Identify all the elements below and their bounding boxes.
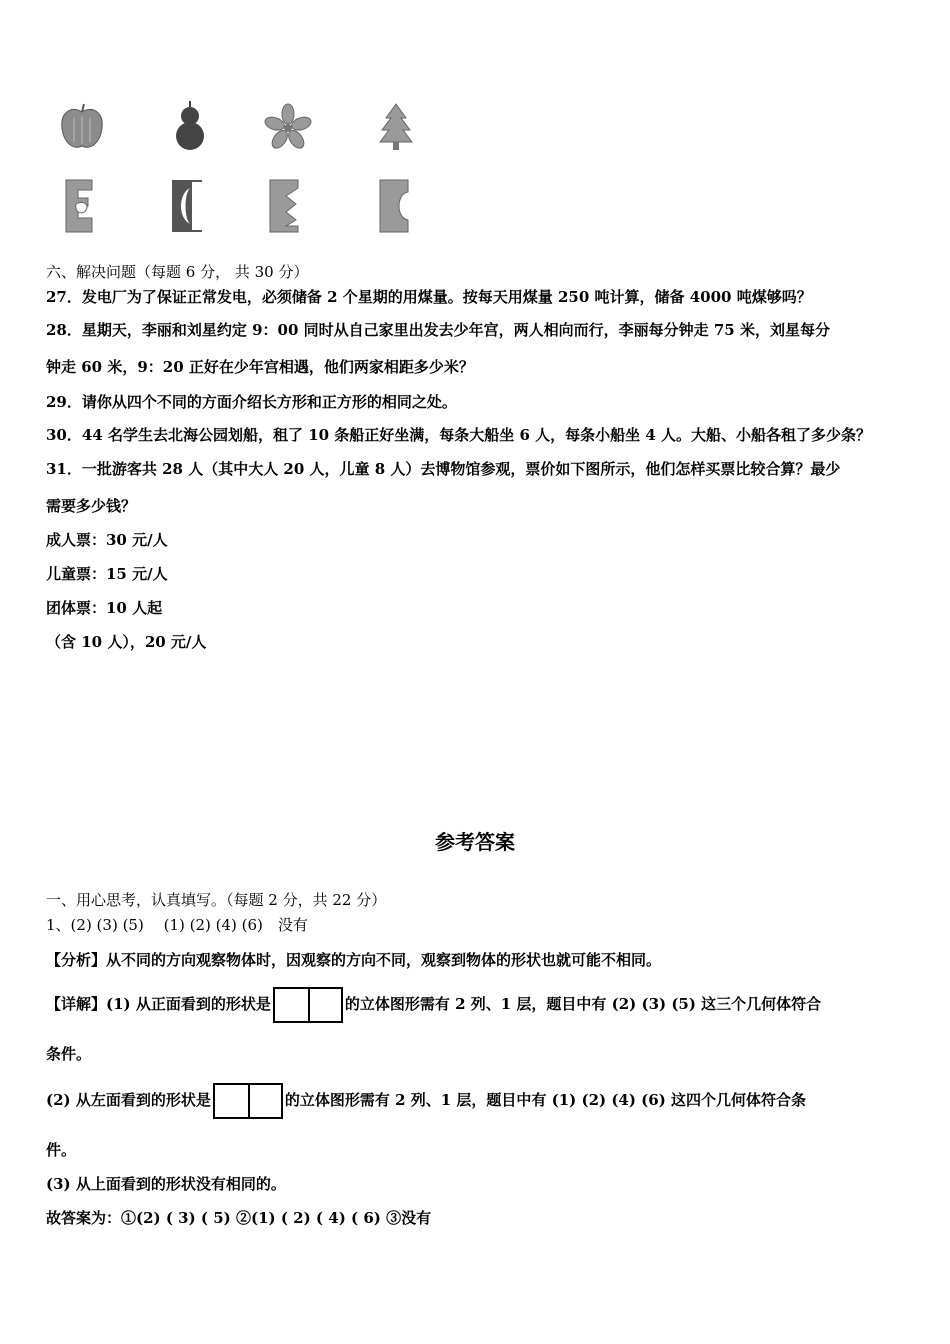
detail-1 <box>46 984 821 1024</box>
detail-2 <box>46 1080 806 1120</box>
gourd-shape-icon <box>160 98 220 158</box>
analysis-text: 【分析】从不同的方向观察物体时，因观察的方向不同，观察到物体的形状也就可能不相同。 <box>46 951 662 969</box>
final-answer: 故答案为：①(2) ( 3) ( 5) ②(1) ( 2) ( 4) ( 6) ③没有 <box>46 1209 432 1227</box>
question-29: 29．请你从四个不同的方面介绍长方形和正方形的相同之处。 <box>46 393 457 411</box>
question-31-line1: 31．一批游客共 28 人（其中大人 20 人，儿童 8 人）去博物馆参观，票价如下图所示，他们怎样买票比较合算？最少 <box>46 460 841 478</box>
detail-1-post: 的立体图形需有 2 列、1 层，题目中有 (2) (3) (5) 这三个几何体符合 <box>344 995 822 1013</box>
detail-1-cont: 条件。 <box>46 1045 92 1063</box>
price-adult: 成人票：30 元/人 <box>46 531 168 549</box>
detail-2-post: 的立体图形需有 2 列、1 层，题目中有 (1) (2) (4) (6) 这四个几何体符合条 <box>284 1091 807 1109</box>
cutout-leaf-icon <box>52 176 112 236</box>
detail-2-cont: 件。 <box>46 1141 77 1159</box>
apple-shape-icon <box>52 98 112 158</box>
detail-2-pre: (2) 从左面看到的形状是 <box>46 1091 211 1109</box>
question-31-line2: 需要多少钱？ <box>46 497 137 515</box>
two-square-front-view-icon <box>273 987 343 1023</box>
flower-shape-icon <box>258 98 318 158</box>
answers-heading: 一、用心思考，认真填写。（每题 2 分，共 22 分） <box>46 891 387 909</box>
answers-title: 参考答案 <box>435 830 515 854</box>
tree-shape-icon <box>366 98 426 158</box>
question-30: 30．44 名学生去北海公园划船，租了 10 条船正好坐满，每条大船坐 6 人，每条小船坐 4 人。大船、小船各租了多少条？ <box>46 426 872 444</box>
question-27: 27．发电厂为了保证正常发电，必须储备 2 个星期的用煤量。按每天用煤量 250 吨计算，储备 4000 吨煤够吗？ <box>46 288 812 306</box>
question-28-line1: 28．星期天，李丽和刘星约定 9：00 同时从自己家里出发去少年宫，两人相向而行，李丽每分钟走 75 米，刘星每分 <box>46 321 830 339</box>
section-heading: 六、解决问题（每题 6 分， 共 30 分） <box>46 263 309 281</box>
cutout-zigzag-icon <box>258 176 318 236</box>
price-group-note: （含 10 人），20 元/人 <box>46 633 207 651</box>
price-child: 儿童票：15 元/人 <box>46 565 168 583</box>
two-square-left-view-icon <box>213 1083 283 1119</box>
price-group: 团体票：10 人起 <box>46 599 163 617</box>
detail-3: (3) 从上面看到的形状没有相同的。 <box>46 1175 286 1193</box>
answer-1: 1、(2) (3) (5) (1) (2) (4) (6) 没有 <box>46 916 308 934</box>
cutout-moon-icon <box>160 176 220 236</box>
question-28-line2: 钟走 60 米，9：20 正好在少年宫相遇，他们两家相距多少米？ <box>46 358 474 376</box>
detail-1-pre: 【详解】(1) 从正面看到的形状是 <box>46 995 271 1013</box>
cutout-crescent-icon <box>366 176 426 236</box>
